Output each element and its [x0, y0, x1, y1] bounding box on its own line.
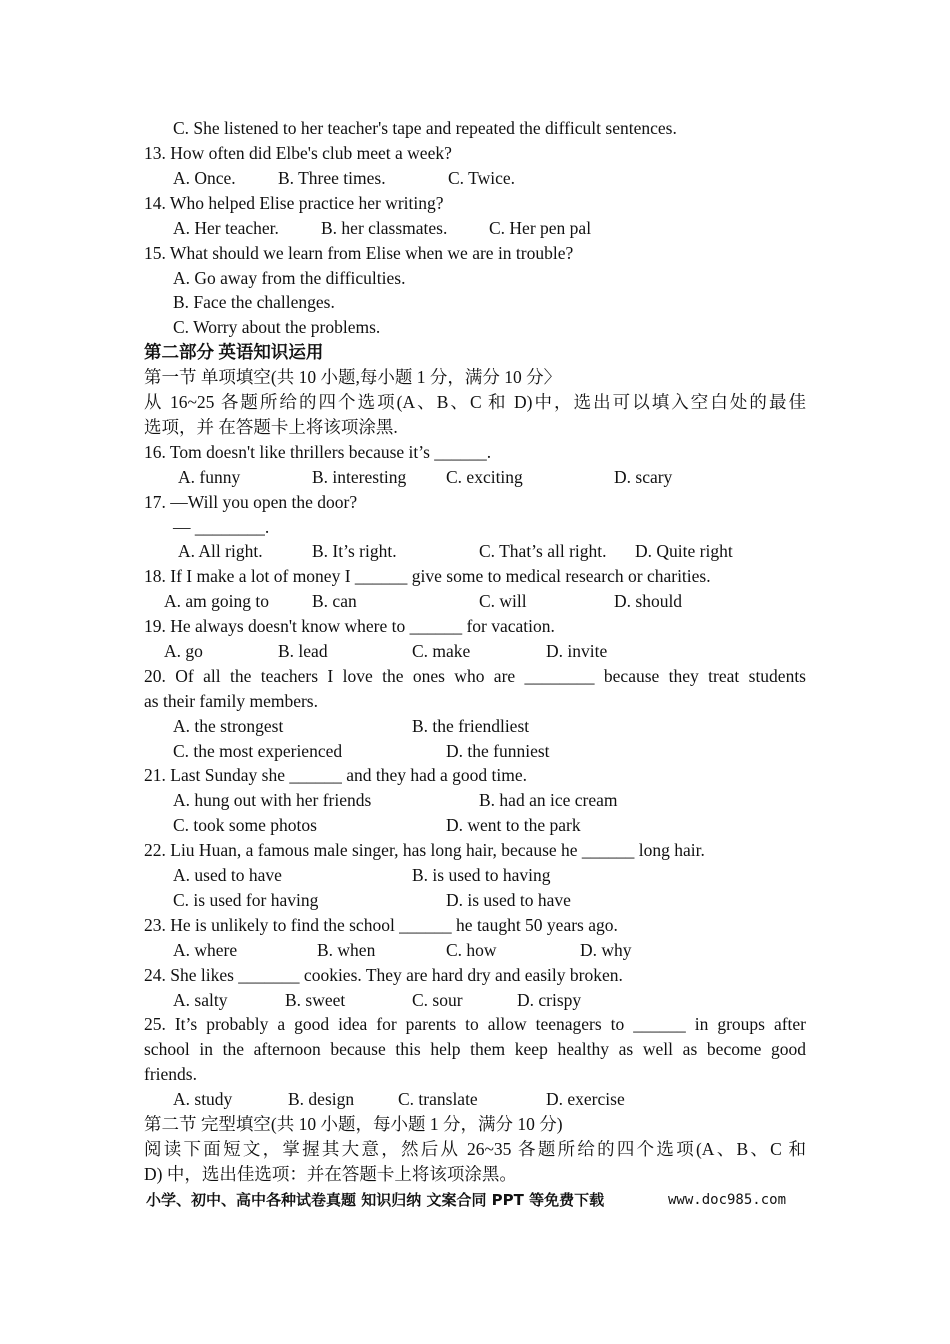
section-one-heading: 第一节 单项填空(共 10 小题,每小题 1 分，满分 10 分〉 [144, 367, 562, 387]
q17-option-c: C. That’s all right. [479, 541, 607, 561]
q20-question-line1: 20. Of all the teachers I love the ones who are ________ because they treat students [144, 666, 806, 686]
q17-option-a: A. All right. [178, 541, 263, 561]
q20-option-a: A. the strongest [173, 716, 284, 736]
q16-question: 16. Tom doesn't like thrillers because it’s ______. [144, 442, 492, 462]
q16-option-d: D. scary [614, 467, 673, 487]
q23-question: 23. He is unlikely to find the school ______ he taught 50 years ago. [144, 915, 618, 935]
q20-option-d: D. the funniest [446, 741, 550, 761]
q17-reply-blank: — ________. [173, 517, 270, 537]
q15-option-a: A. Go away from the difficulties. [173, 268, 406, 288]
q19-option-a: A. go [164, 641, 203, 661]
section-one-instructions-line2: 选项，并 在答题卡上将该项涂黑. [144, 417, 398, 437]
q21-option-d: D. went to the park [446, 815, 581, 835]
q19-option-c: C. make [412, 641, 471, 661]
footer-url[interactable]: www.doc985.com [668, 1192, 787, 1208]
q24-option-c: C. sour [412, 990, 463, 1010]
q18-question: 18. If I make a lot of money I ______ give some to medical research or charities. [144, 566, 711, 586]
q13-option-c: C. Twice. [448, 168, 515, 188]
q24-question: 24. She likes _______ cookies. They are hard dry and easily broken. [144, 965, 623, 985]
q23-option-a: A. where [173, 940, 238, 960]
q15-option-b: B. Face the challenges. [173, 292, 335, 312]
q22-option-c: C. is used for having [173, 890, 319, 910]
q24-option-b: B. sweet [285, 990, 346, 1010]
part-two-heading: 第二部分 英语知识运用 [144, 342, 324, 362]
q25-option-c: C. translate [398, 1089, 478, 1109]
q25-option-a: A. study [173, 1089, 233, 1109]
q21-question: 21. Last Sunday she ______ and they had a good time. [144, 765, 527, 785]
q20-option-b: B. the friendliest [412, 716, 530, 736]
q14-option-a: A. Her teacher. [173, 218, 279, 238]
q13-option-a: A. Once. [173, 168, 236, 188]
q14-question: 14. Who helped Elise practice her writing? [144, 193, 444, 213]
q17-option-d: D. Quite right [635, 541, 733, 561]
q16-option-c: C. exciting [446, 467, 523, 487]
q19-option-d: D. invite [546, 641, 608, 661]
section-two-instructions-line1: 阅读下面短文，掌握其大意，然后从 26~35 各题所给的四个选项(A、B、C 和 [144, 1139, 806, 1159]
q23-option-b: B. when [317, 940, 376, 960]
q24-option-d: D. crispy [517, 990, 582, 1010]
q15-question: 15. What should we learn from Elise when we are in trouble? [144, 243, 574, 263]
q16-option-b: B. interesting [312, 467, 407, 487]
q25-question-line3: friends. [144, 1064, 197, 1084]
section-two-instructions-line2: D) 中，选出佳选项：并在答题卡上将该项涂黑。 [144, 1164, 517, 1184]
section-one-instructions-line1: 从 16~25 各题所给的四个选项(A、B、C 和 D)中，选出可以填入空白处的最佳 [144, 392, 806, 412]
q20-question-line2: as their family members. [144, 691, 318, 711]
q25-question-line1: 25. It’s probably a good idea for parents to allow teenagers to ______ in groups after [144, 1014, 806, 1034]
q23-option-d: D. why [580, 940, 632, 960]
q22-option-a: A. used to have [173, 865, 282, 885]
section-two-heading: 第二节 完型填空(共 10 小题，每小题 1 分，满分 10 分) [144, 1114, 563, 1134]
q23-option-c: C. how [446, 940, 497, 960]
q20-option-c: C. the most experienced [173, 741, 343, 761]
q14-option-c: C. Her pen pal [489, 218, 592, 238]
q19-option-b: B. lead [278, 641, 328, 661]
q14-option-b: B. her classmates. [321, 218, 448, 238]
q12-option-c: C. She listened to her teacher's tape and repeated the difficult sentences. [173, 118, 677, 138]
q22-option-d: D. is used to have [446, 890, 571, 910]
q16-option-a: A. funny [178, 467, 241, 487]
q13-question: 13. How often did Elbe's club meet a week? [144, 143, 452, 163]
q25-option-d: D. exercise [546, 1089, 625, 1109]
q17-question: 17. —Will you open the door? [144, 492, 358, 512]
q18-option-a: A. am going to [164, 591, 269, 611]
q21-option-c: C. took some photos [173, 815, 317, 835]
q18-option-b: B. can [312, 591, 357, 611]
q21-option-b: B. had an ice cream [479, 790, 618, 810]
q25-option-b: B. design [288, 1089, 355, 1109]
q18-option-c: C. will [479, 591, 527, 611]
q25-question-line2: school in the afternoon because this help them keep healthy as well as become good [144, 1039, 806, 1059]
q17-option-b: B. It’s right. [312, 541, 397, 561]
q19-question: 19. He always doesn't know where to ______ for vacation. [144, 616, 555, 636]
q21-option-a: A. hung out with her friends [173, 790, 372, 810]
q22-question: 22. Liu Huan, a famous male singer, has long hair, because he ______ long hair. [144, 840, 705, 860]
q15-option-c: C. Worry about the problems. [173, 317, 381, 337]
q22-option-b: B. is used to having [412, 865, 551, 885]
footer-promo-text: 小学、初中、高中各种试卷真题 知识归纳 文案合同 PPT 等免费下载 [146, 1191, 605, 1209]
q18-option-d: D. should [614, 591, 683, 611]
q24-option-a: A. salty [173, 990, 228, 1010]
q13-option-b: B. Three times. [278, 168, 386, 188]
